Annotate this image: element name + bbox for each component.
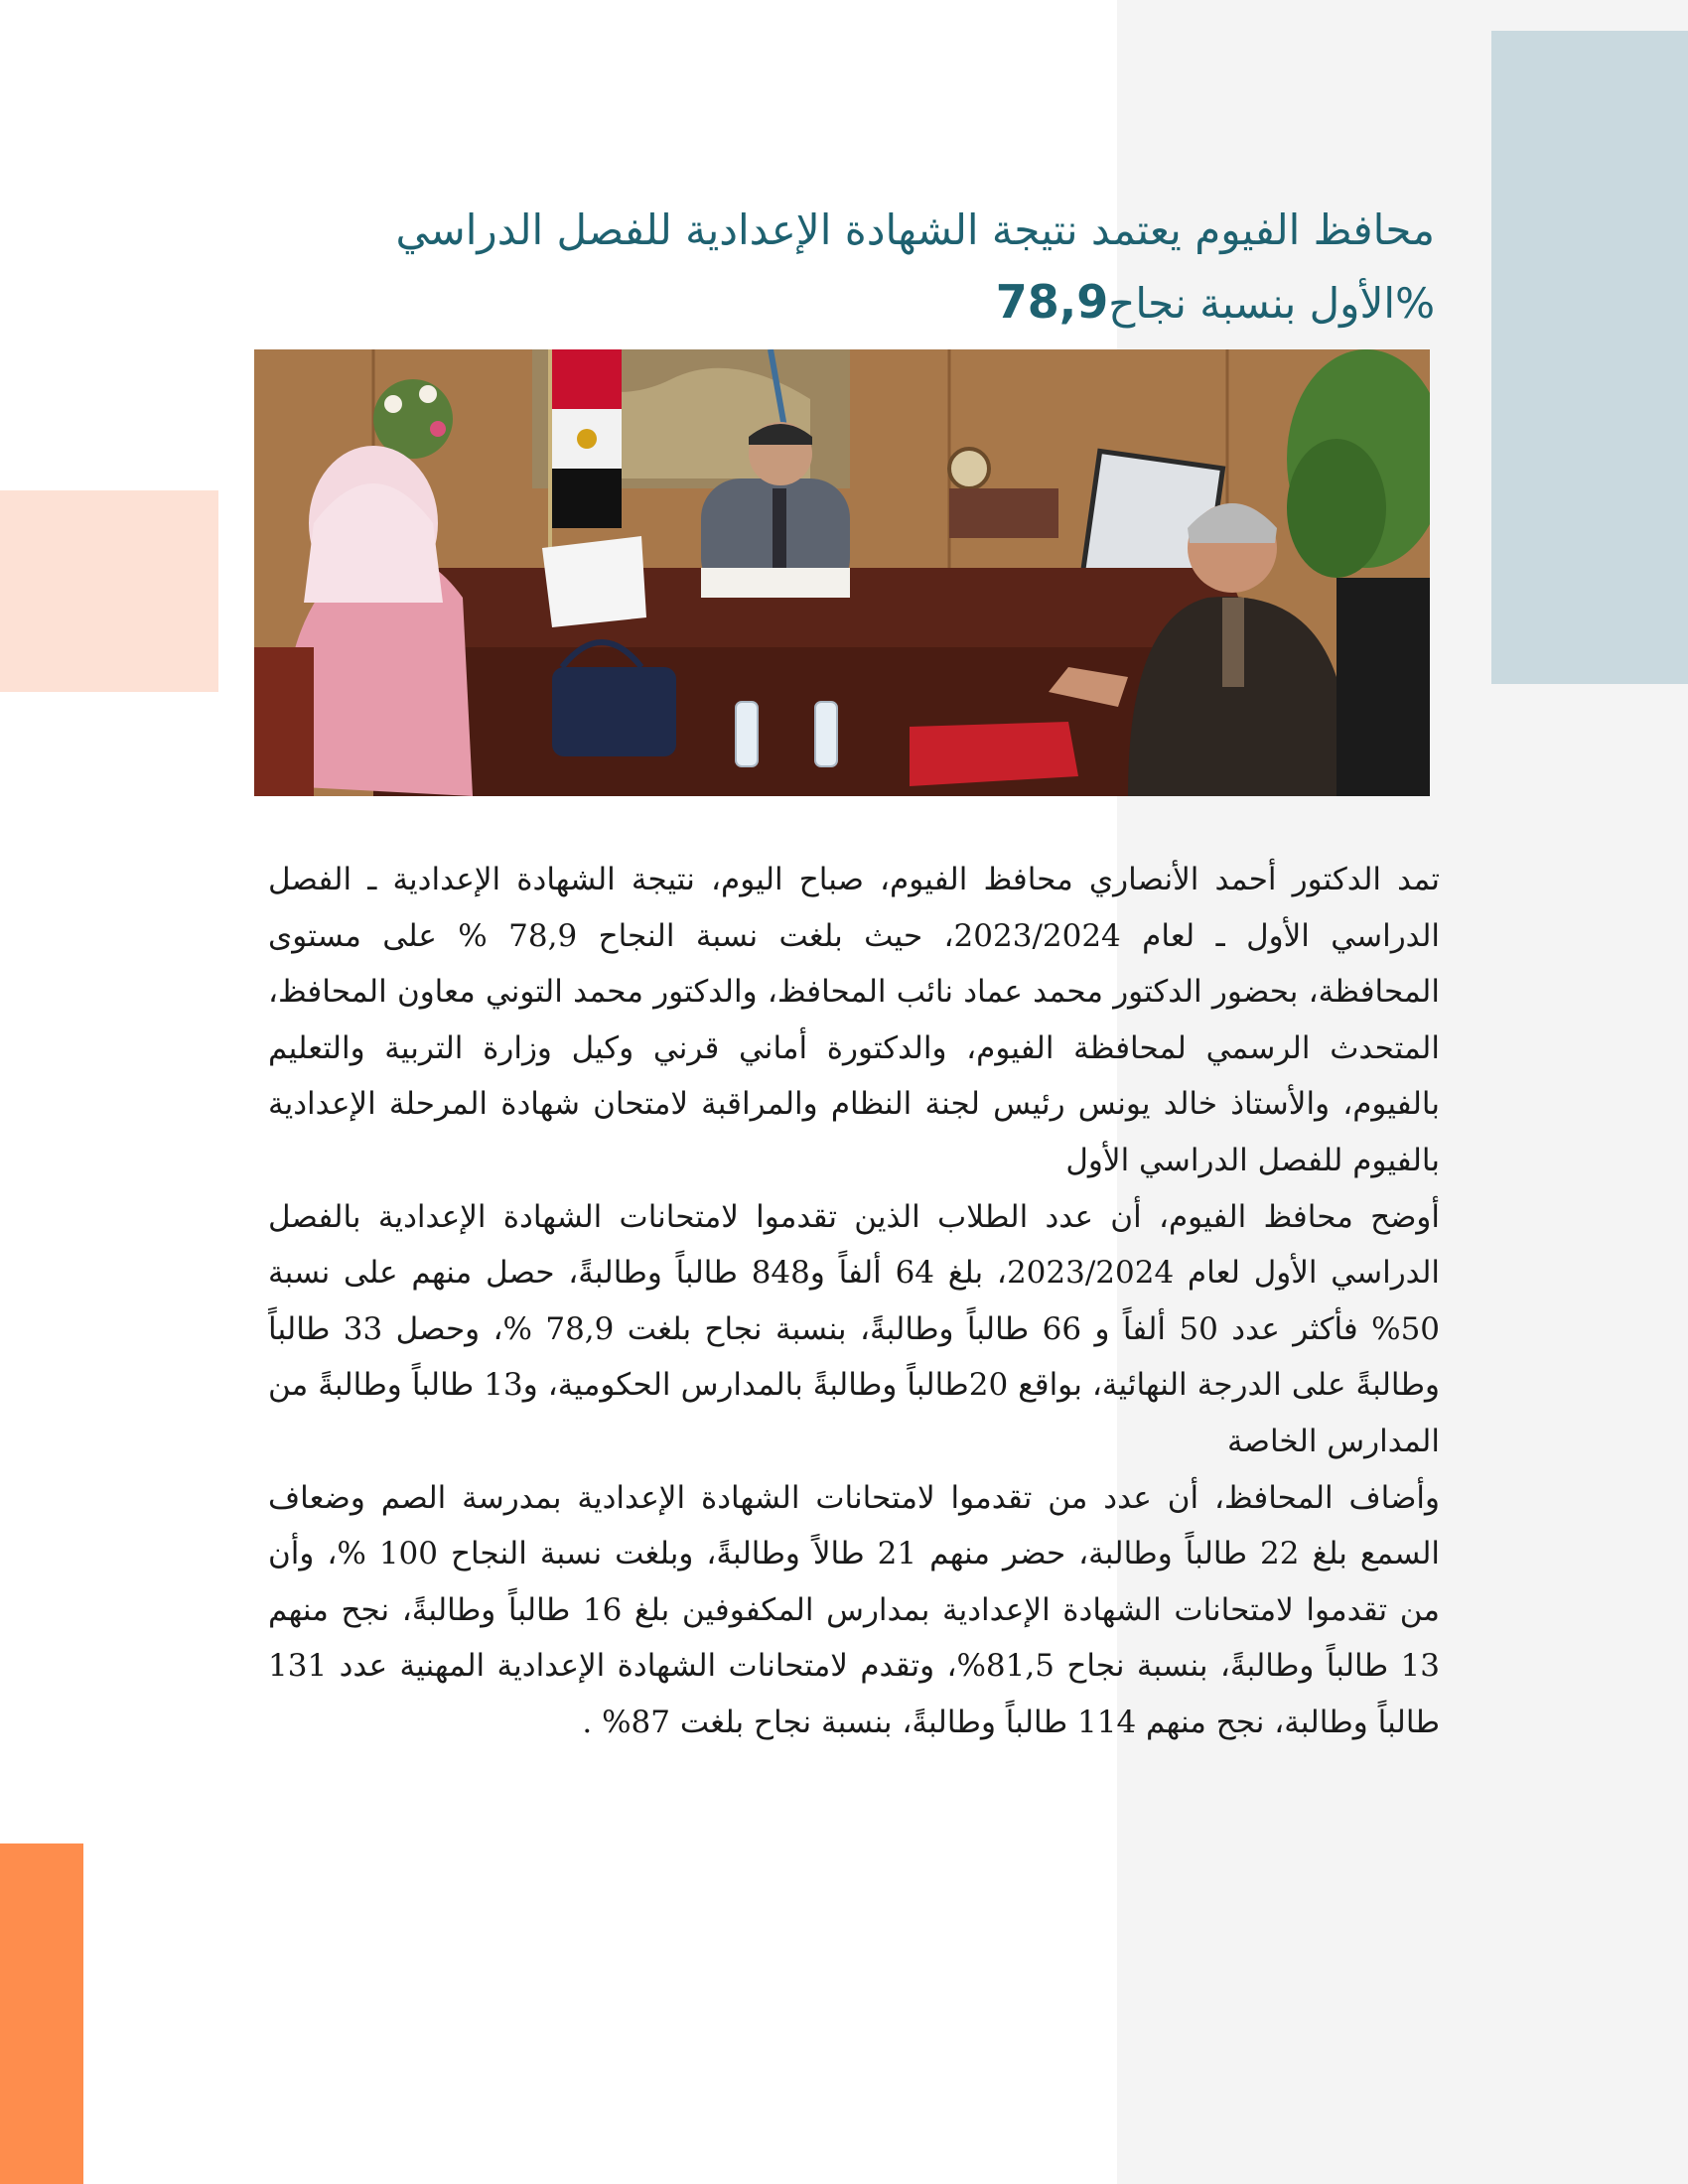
article-title (288, 195, 1435, 340)
article-photo (254, 349, 1430, 796)
article-paragraph: تمد الدكتور أحمد الأنصاري محافظ الفيوم، صباح اليوم، نتيجة الشهادة الإعدادية ـ الفصل الدراسي الأول ـ لعام 2023/2024، حيث بلغت نسبة النجاح 78,9 % على مستوى المحافظة، بحضور الدكتور محمد عماد نائب المحافظ، والدكتور محمد التوني معاون المحافظ، المتحدث الرسمي لمحافظة الفيوم، والدكتورة أماني قرني وكيل وزارة التربية والتعليم بالفيوم، والأستاذ خالد يونس رئيس لجنة النظام والمراقبة لامتحان شهادة المرحلة الإعدادية بالفيوم للفصل الدراسي الأول (268, 862, 1440, 1178)
decorative-peach-block (0, 490, 218, 692)
title-percentage: 78,9 (995, 275, 1109, 329)
article-body (268, 852, 1440, 1751)
title-line-2-text: الأول بنسبة نجاح (1108, 279, 1396, 328)
photo-meeting-governor-office (254, 349, 1430, 796)
title-line-2 (288, 266, 1435, 340)
title-line-1: محافظ الفيوم يعتمد نتيجة الشهادة الإعدادية للفصل الدراسي (395, 205, 1435, 254)
decorative-blue-block (1491, 31, 1688, 684)
title-percent-symbol: % (1395, 279, 1435, 328)
article-paragraph: وأضاف المحافظ، أن عدد من تقدموا لامتحانات الشهادة الإعدادية بمدرسة الصم وضعاف السمع بلغ 22 طالباً وطالبة، حضر منهم 21 طالاً وطالبةً، وبلغت نسبة النجاح 100 %، وأن من تقدموا لامتحانات الشهادة الإعدادية بمدارس المكفوفين بلغ 16 طالباً وطالبةً، نجح منهم 13 طالباً وطالبةً، بنسبة نجاح 81,5%، وتقدم لامتحانات الشهادة الإعدادية المهنية عدد 131 طالباً وطالبة، نجح منهم 114 طالباً وطالبةً، بنسبة نجاح بلغت 87% . (268, 1479, 1441, 1740)
article-paragraph: أوضح محافظ الفيوم، أن عدد الطلاب الذين تقدموا لامتحانات الشهادة الإعدادية بالفصل الدراسي الأول لعام 2023/2024، بلغ 64 ألفاً و848 طالباً وطالبةً، حصل منهم على نسبة 50% فأكثر عدد 50 ألفاً و 66 طالباً وطالبةً، بنسبة نجاح بلغت 78,9 %، وحصل 33 طالباً وطالبةً على الدرجة النهائية، بواقع 20طالباً وطالبةً بالمدارس الحكومية، و13 طالباً وطالبةً من المدارس الخاصة (268, 1198, 1441, 1459)
decorative-orange-block (0, 1843, 83, 2184)
